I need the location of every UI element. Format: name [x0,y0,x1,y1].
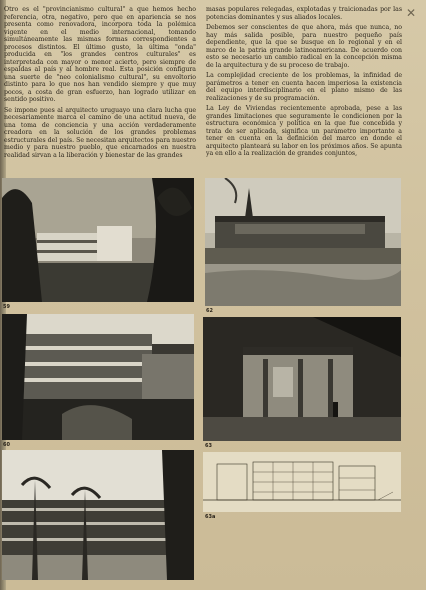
right-paragraph-4: La Ley de Viviendas recientemente aprobada, pese a las grandes limitaciones que seguramente le condicionen por la estructura económica y política en la que fue concebida y trata de ser aplicada, significa un parámetro importante a tener en cuenta en la definición del marco en donde el arquitecto planteará su labor en los próximos años. Se apunta ya en ello a la realización de grandes conjuntos, [206,105,402,157]
left-paragraph-2: Se impone pues al arquitecto uruguayo una clara lucha que necesariamente marca el camino de una actitud nueva, de una toma de conciencia y una acción verdaderamente creadora en la solución de los grandes problemas estructurales del país. Se necesitan arquitectos para nuestro medio y para nuestro pueblo, que encarnados en nuestra realidad sirvan a la liberación y bienestar de las grandes [4,106,196,159]
photo-59 [2,178,194,302]
caption-59: 59 [3,304,10,310]
right-paragraph-3: La complejidad creciente de los problemas, la infinidad de parámetros a tener en cuenta hacen imperiosa la existencia del equipo interdisciplinario en el plano mismo de las realizaciones y de su programación. [206,72,402,102]
left-paragraph-1: Otro es el "provincianismo cultural" a que hemos hecho referencia, otra, negativo, pero que en apariencia se nos presenta como renovadora, incorpora toda la polémica vigente en el medio internacional, tomando simultáneamente las mismas formas correspondientes a procesos distintos. El último gusto, la última "onda" producida en "los grandes centros culturales" es interpretada con mayor o menor acierto, pero siempre de espaldas al país y al hombre real. Esta posición configura una suerte de "neo colonialismo cultural", su envoltorio distinto para lo que nos han vendido siempre y que muy pocos, a costa de gran esfuerzo, han logrado utilizar en sentido positivo. [4,6,196,103]
left-text-column [4,6,196,162]
photo-62 [205,178,401,306]
caption-63a: 63a [205,514,216,520]
right-paragraph-1: masas populares relegadas, explotadas y traicionadas por las potencias dominantes y sus aliados locales. [206,6,402,21]
right-paragraph-2: Debemos ser conscientes de que ahora, más que nunca, no hay más salida posible, para nuestro pequeño país dependiente, que la que se busque en lo regional y en el marco de la patria grande latinoamericana. De acuerdo con esto se necesario un cambio radical en la concepción misma de la arquitectura y de su proceso de trabajo. [206,24,402,69]
right-text-column [206,6,402,161]
drawing-63a [203,452,401,512]
close-icon[interactable]: ✕ [405,6,417,20]
photo-60 [2,314,194,440]
caption-63: 63 [205,443,212,449]
photo-61 [2,450,194,580]
photo-63 [203,317,401,441]
caption-60: 60 [3,442,10,448]
caption-62: 62 [206,308,213,314]
